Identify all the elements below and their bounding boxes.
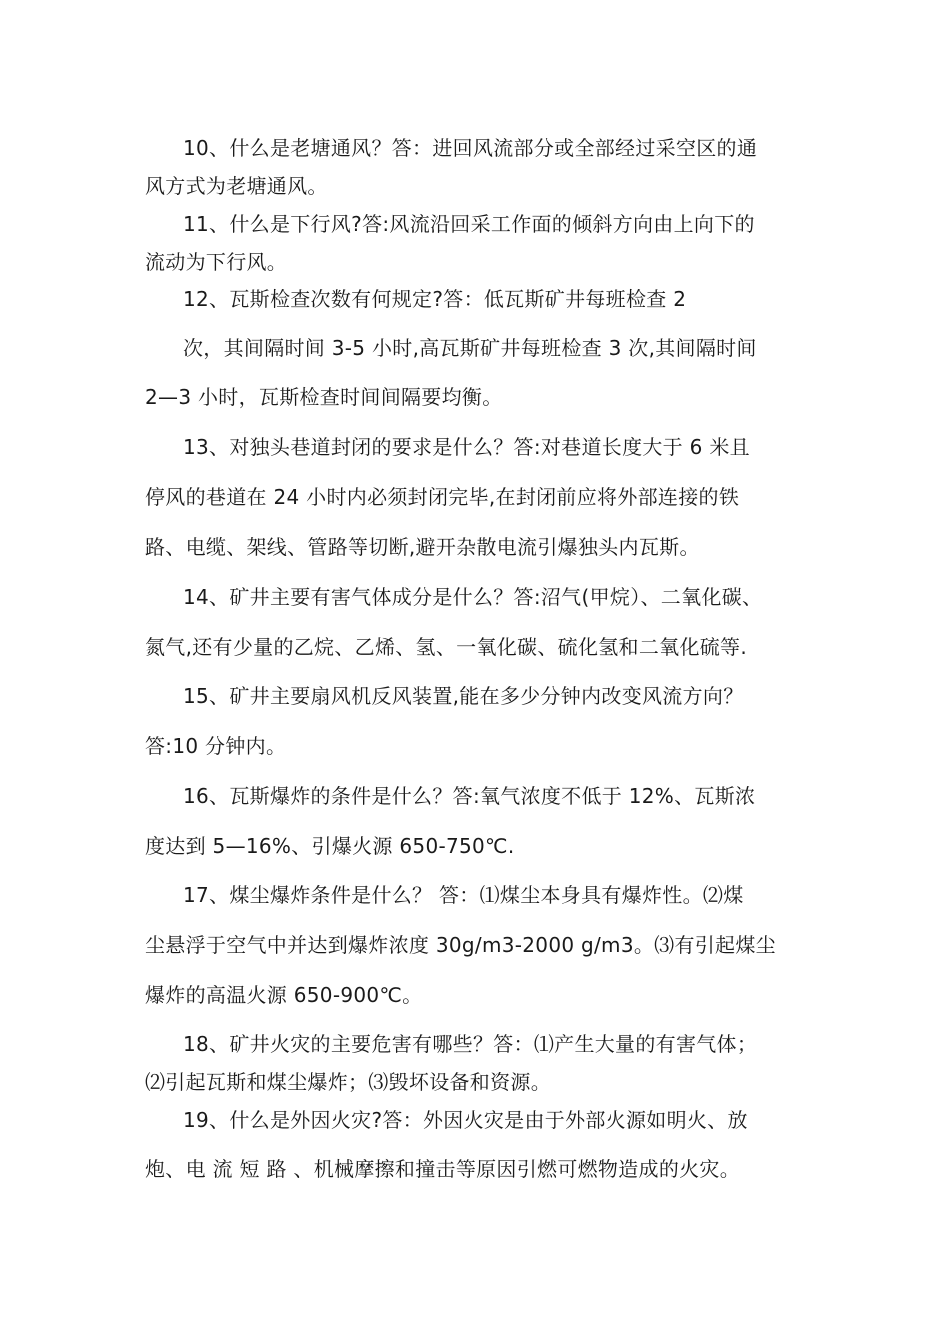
- text-line: 停风的巷道在 24 小时内必须封闭完毕,在封闭前应将外部连接的铁: [145, 485, 740, 509]
- text-line: 尘悬浮于空气中并达到爆炸浓度 30g/m3-2000 g/m3。⑶有引起煤尘: [145, 933, 776, 957]
- text-line: 14、矿井主要有害气体成分是什么？答:沼气(甲烷）、二氧化碳、: [183, 585, 763, 609]
- text-line: 13、对独头巷道封闭的要求是什么？答:对巷道长度大于 6 米且: [183, 435, 750, 459]
- text-line: 爆炸的高温火源 650-900℃。: [145, 983, 423, 1007]
- text-line: 18、矿井火灾的主要危害有哪些？答：⑴产生大量的有害气体；: [183, 1032, 758, 1056]
- text-line: 10、什么是老塘通风？答：进回风流部分或全部经过采空区的通: [183, 136, 758, 160]
- text-line: 路、电缆、架线、管路等切断,避开杂散电流引爆独头内瓦斯。: [145, 535, 700, 559]
- text-line: 炮、电 流 短 路 、机械摩擦和撞击等原因引燃可燃物造成的火灾。: [145, 1157, 741, 1181]
- text-line: 12、瓦斯检查次数有何规定?答：低瓦斯矿井每班检查 2: [183, 287, 687, 311]
- text-line: 11、什么是下行风?答:风流沿回采工作面的倾斜方向由上向下的: [183, 212, 755, 236]
- text-line: 次，其间隔时间 3-5 小时,高瓦斯矿井每班检查 3 次,其间隔时间: [183, 336, 757, 360]
- text-line: 风方式为老塘通风。: [145, 174, 328, 198]
- text-line: 度达到 5—16%、引爆火源 650-750℃.: [145, 834, 515, 858]
- text-line: 16、瓦斯爆炸的条件是什么？答:氧气浓度不低于 12%、瓦斯浓: [183, 784, 756, 808]
- text-line: ⑵引起瓦斯和煤尘爆炸；⑶毁坏设备和资源。: [145, 1070, 551, 1094]
- text-line: 17、煤尘爆炸条件是什么？ 答：⑴煤尘本身具有爆炸性。⑵煤: [183, 883, 744, 907]
- text-line: 流动为下行风。: [145, 250, 288, 274]
- text-line: 2—3 小时，瓦斯检查时间间隔要均衡。: [145, 385, 503, 409]
- text-line: 答:10 分钟内。: [145, 734, 287, 758]
- text-line: 15、矿井主要扇风机反风装置,能在多少分钟内改变风流方向？: [183, 684, 744, 708]
- text-line: 氮气,还有少量的乙烷、乙烯、氢、一氧化碳、硫化氢和二氧化硫等.: [145, 635, 748, 659]
- text-line: 19、什么是外因火灾?答：外因火灾是由于外部火源如明火、放: [183, 1108, 748, 1132]
